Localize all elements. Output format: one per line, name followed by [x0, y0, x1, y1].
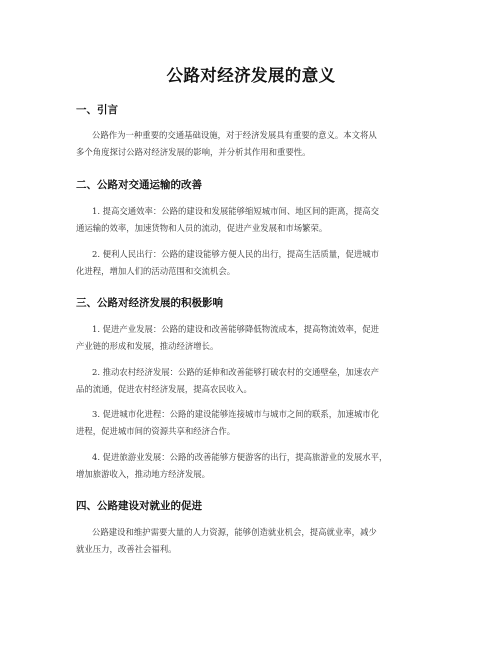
- document-title: 公路对经济发展的意义: [166, 66, 336, 85]
- paragraph-line: 化进程，增加人们的活动范围和交流机会。: [76, 266, 236, 276]
- paragraph-line: 通运输的效率，加速货物和人员的流动，促进产业发展和市场繁荣。: [76, 223, 328, 233]
- section-heading-transport: 二、公路对交通运输的改善: [76, 179, 202, 191]
- paragraph-employment: [76, 524, 436, 558]
- paragraph-line: 品的流通，促进农村经济发展，提高农民收入。: [76, 384, 252, 394]
- paragraph-line: 2. 推动农村经济发展：公路的延伸和改善能够打破农村的交通壁垒，加速农产: [92, 367, 380, 377]
- paragraph-economy-1: [76, 321, 436, 355]
- section-heading-economy: 三、公路对经济发展的积极影响: [76, 297, 223, 309]
- paragraph-line: 进程，促进城市间的资源共享和经济合作。: [76, 426, 236, 436]
- paragraph-line: 增加旅游收入，推动地方经济发展。: [76, 469, 210, 479]
- paragraph-transport-2: [76, 246, 436, 280]
- paragraph-line: 多个角度探讨公路对经济发展的影响，并分析其作用和重要性。: [76, 147, 311, 157]
- paragraph-line: 1. 提高交通效率：公路的建设和发展能够缩短城市间、地区间的距离，提高交: [92, 206, 380, 216]
- paragraph-line: 2. 便利人民出行：公路的建设能够方便人民的出行，提高生活质量，促进城市: [92, 249, 380, 259]
- paragraph-line: 公路建设和维护需要大量的人力资源，能够创造就业机会，提高就业率，减少: [92, 527, 377, 537]
- section-heading-employment: 四、公路建设对就业的促进: [76, 500, 202, 512]
- paragraph-line: 公路作为一种重要的交通基础设施，对于经济发展具有重要的意义。本文将从: [92, 130, 377, 140]
- section-heading-intro: 一、引言: [76, 104, 118, 116]
- paragraph-line: 就业压力，改善社会福利。: [76, 544, 177, 554]
- paragraph-line: 3. 促进城市化进程：公路的建设能够连接城市与城市之间的联系，加速城市化: [92, 409, 380, 419]
- paragraph-economy-3: [76, 406, 436, 440]
- paragraph-economy-2: [76, 364, 436, 398]
- paragraph-transport-1: [76, 203, 436, 237]
- paragraph-line: 1. 促进产业发展：公路的建设和改善能够降低物流成本，提高物流效率，促进: [92, 324, 380, 334]
- paragraph-line: 产业链的形成和发展，推动经济增长。: [76, 341, 219, 351]
- paragraph-line: 4. 促进旅游业发展：公路的改善能够方便游客的出行，提高旅游业的发展水平，: [92, 452, 388, 462]
- paragraph-economy-4: [76, 449, 436, 483]
- paragraph-intro: [76, 127, 436, 161]
